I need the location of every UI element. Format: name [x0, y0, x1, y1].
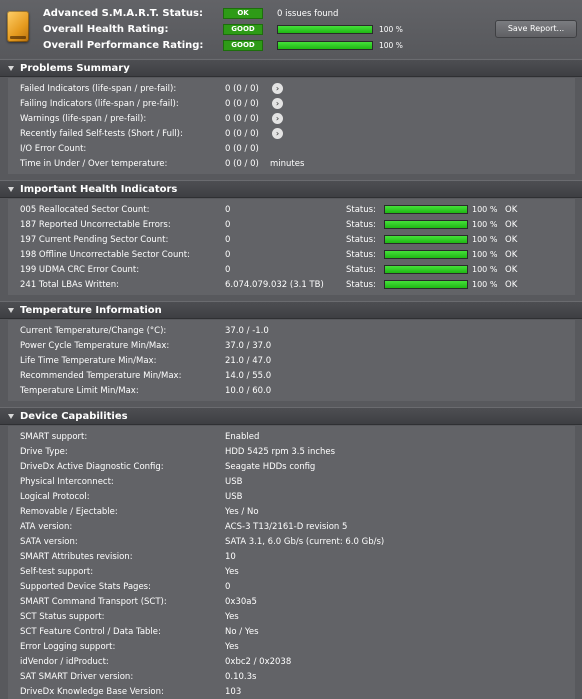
health-bar: [384, 235, 468, 244]
header-label: Overall Health Rating:: [43, 24, 169, 35]
arrow-right-icon[interactable]: ›: [272, 128, 283, 139]
row-value: 0 (0 / 0): [225, 83, 259, 94]
row-label: SCT Status support:: [20, 611, 105, 622]
row-value: HDD 5425 rpm 3.5 inches: [225, 446, 336, 457]
row-value: SATA 3.1, 6.0 Gb/s (current: 6.0 Gb/s): [225, 536, 385, 547]
device-row: [8, 549, 575, 564]
status-label: Status:: [346, 204, 376, 215]
disclosure-triangle-icon[interactable]: [8, 414, 14, 419]
row-label: Recommended Temperature Min/Max:: [20, 370, 182, 381]
status-label: Status:: [346, 249, 376, 260]
header-row: [43, 22, 403, 37]
problems-row: [8, 126, 575, 141]
row-label: Recently failed Self-tests (Short / Full):: [20, 128, 183, 139]
health-row: [8, 232, 575, 247]
status-label: Status:: [346, 219, 376, 230]
problems-row: [8, 81, 575, 96]
row-label: I/O Error Count:: [20, 143, 87, 154]
device-row: [8, 624, 575, 639]
status-badge: OK: [223, 8, 263, 19]
section-title: Temperature Information: [20, 304, 162, 316]
device-row: [8, 594, 575, 609]
health-status: OK: [505, 204, 518, 215]
device-capabilities-panel: [8, 426, 575, 699]
device-row: [8, 459, 575, 474]
row-value: 0.10.3s: [225, 671, 257, 682]
status-label: Status:: [346, 234, 376, 245]
health-bar-fill: [385, 251, 467, 258]
row-value: Enabled: [225, 431, 260, 442]
row-value: 0xbc2 / 0x2038: [225, 656, 292, 667]
row-label: SMART Command Transport (SCT):: [20, 596, 167, 607]
row-label: Error Logging support:: [20, 641, 116, 652]
health-indicators-header[interactable]: [0, 180, 582, 198]
health-percent: 100 %: [472, 250, 498, 259]
health-bar-fill: [385, 281, 467, 288]
health-bar-fill: [385, 266, 467, 273]
row-label: Logical Protocol:: [20, 491, 90, 502]
device-row: [8, 564, 575, 579]
device-row: [8, 474, 575, 489]
row-label: Physical Interconnect:: [20, 476, 114, 487]
temperature-header[interactable]: [0, 301, 582, 319]
health-indicators-panel: [8, 199, 575, 295]
row-value: 0: [225, 264, 231, 275]
health-bar-fill: [385, 206, 467, 213]
row-label: Current Temperature/Change (°C):: [20, 325, 167, 336]
problems-summary-panel: [8, 78, 575, 174]
device-row: [8, 609, 575, 624]
row-label: DriveDx Active Diagnostic Config:: [20, 461, 164, 472]
row-label: Temperature Limit Min/Max:: [20, 385, 139, 396]
row-value: Yes: [225, 641, 239, 652]
row-value: 10: [225, 551, 236, 562]
rating-bar: [277, 25, 373, 34]
device-row: [8, 534, 575, 549]
disclosure-triangle-icon[interactable]: [8, 187, 14, 192]
row-value: 0 (0 / 0): [225, 98, 259, 109]
row-label: 187 Reported Uncorrectable Errors:: [20, 219, 171, 230]
rating-percent: 100 %: [379, 25, 403, 34]
row-unit: minutes: [270, 158, 305, 169]
row-value: Yes: [225, 566, 239, 577]
temperature-row: [8, 353, 575, 368]
health-row: [8, 262, 575, 277]
row-label: 198 Offline Uncorrectable Sector Count:: [20, 249, 190, 260]
row-value: 6.074.079.032 (3.1 TB): [225, 279, 324, 290]
problems-summary-header[interactable]: [0, 59, 582, 77]
row-value: No / Yes: [225, 626, 259, 637]
row-value: USB: [225, 476, 243, 487]
status-badge: GOOD: [223, 40, 263, 51]
device-row: [8, 444, 575, 459]
health-percent: 100 %: [472, 205, 498, 214]
rating-bar: [277, 41, 373, 50]
row-label: SATA version:: [20, 536, 78, 547]
device-row: [8, 429, 575, 444]
row-value: 0: [225, 249, 231, 260]
health-bar-fill: [385, 221, 467, 228]
rating-bar-fill: [278, 26, 372, 33]
row-value: 0 (0 / 0): [225, 143, 259, 154]
issues-count: 0 issues found: [277, 8, 339, 19]
row-label: SMART support:: [20, 431, 88, 442]
section-title: Device Capabilities: [20, 410, 128, 422]
row-label: Power Cycle Temperature Min/Max:: [20, 340, 170, 351]
row-label: Life Time Temperature Min/Max:: [20, 355, 157, 366]
row-label: 199 UDMA CRC Error Count:: [20, 264, 140, 275]
arrow-right-icon[interactable]: ›: [272, 113, 283, 124]
rating-percent: 100 %: [379, 41, 403, 50]
row-label: Warnings (life-span / pre-fail):: [20, 113, 147, 124]
row-value: 0 (0 / 0): [225, 128, 259, 139]
status-label: Status:: [346, 279, 376, 290]
row-label: idVendor / idProduct:: [20, 656, 109, 667]
problems-row: [8, 141, 575, 156]
health-bar: [384, 220, 468, 229]
row-label: Supported Device Stats Pages:: [20, 581, 151, 592]
row-value: USB: [225, 491, 243, 502]
health-row: [8, 277, 575, 292]
health-bar: [384, 265, 468, 274]
header-label: Overall Performance Rating:: [43, 40, 204, 51]
health-status: OK: [505, 234, 518, 245]
row-value: Seagate HDDs config: [225, 461, 316, 472]
device-row: [8, 684, 575, 699]
row-value: 10.0 / 60.0: [225, 385, 272, 396]
row-value: 0 (0 / 0): [225, 158, 259, 169]
row-value: 103: [225, 686, 242, 697]
row-value: 0: [225, 234, 231, 245]
row-label: 241 Total LBAs Written:: [20, 279, 120, 290]
row-value: 14.0 / 55.0: [225, 370, 272, 381]
problems-row: [8, 96, 575, 111]
row-value: 37.0 / 37.0: [225, 340, 272, 351]
row-label: SMART Attributes revision:: [20, 551, 133, 562]
row-label: DriveDx Knowledge Base Version:: [20, 686, 164, 697]
row-value: 21.0 / 47.0: [225, 355, 272, 366]
device-row: [8, 519, 575, 534]
device-row: [8, 579, 575, 594]
row-label: Self-test support:: [20, 566, 94, 577]
header-row: [43, 6, 338, 21]
health-row: [8, 217, 575, 232]
health-percent: 100 %: [472, 280, 498, 289]
row-label: Drive Type:: [20, 446, 68, 457]
problems-row: [8, 111, 575, 126]
row-value: 0: [225, 219, 231, 230]
row-label: 197 Current Pending Sector Count:: [20, 234, 169, 245]
header-row: [43, 38, 403, 53]
row-label: 005 Reallocated Sector Count:: [20, 204, 150, 215]
rating-bar-fill: [278, 42, 372, 49]
health-bar: [384, 205, 468, 214]
health-row: [8, 247, 575, 262]
row-value: Yes: [225, 611, 239, 622]
drive-icon: [7, 11, 29, 42]
device-row: [8, 669, 575, 684]
row-value: 0x30a5: [225, 596, 257, 607]
device-capabilities-header[interactable]: [0, 407, 582, 425]
status-label: Status:: [346, 264, 376, 275]
device-row: [8, 489, 575, 504]
health-bar: [384, 280, 468, 289]
row-value: 37.0 / -1.0: [225, 325, 269, 336]
disclosure-triangle-icon[interactable]: [8, 308, 14, 313]
row-label: Removable / Ejectable:: [20, 506, 118, 517]
health-percent: 100 %: [472, 235, 498, 244]
row-value: 0: [225, 581, 231, 592]
arrow-right-icon[interactable]: ›: [272, 98, 283, 109]
device-row: [8, 654, 575, 669]
row-value: 0: [225, 204, 231, 215]
temperature-row: [8, 323, 575, 338]
row-value: Yes / No: [225, 506, 259, 517]
health-bar-fill: [385, 236, 467, 243]
health-bar: [384, 250, 468, 259]
temperature-row: [8, 383, 575, 398]
health-status: OK: [505, 219, 518, 230]
row-label: Failing Indicators (life-span / pre-fail):: [20, 98, 179, 109]
row-label: SAT SMART Driver version:: [20, 671, 134, 682]
row-value: ACS-3 T13/2161-D revision 5: [225, 521, 348, 532]
problems-row: [8, 156, 575, 171]
save-report-button[interactable]: Save Report...: [495, 20, 577, 38]
health-status: OK: [505, 249, 518, 260]
row-label: SCT Feature Control / Data Table:: [20, 626, 161, 637]
device-row: [8, 639, 575, 654]
device-row: [8, 504, 575, 519]
temperature-panel: [8, 320, 575, 401]
arrow-right-icon[interactable]: ›: [272, 83, 283, 94]
row-label: Failed Indicators (life-span / pre-fail):: [20, 83, 177, 94]
health-percent: 100 %: [472, 265, 498, 274]
health-row: [8, 202, 575, 217]
status-badge: GOOD: [223, 24, 263, 35]
section-title: Important Health Indicators: [20, 183, 178, 195]
temperature-row: [8, 338, 575, 353]
health-percent: 100 %: [472, 220, 498, 229]
status-header: [0, 0, 582, 58]
health-status: OK: [505, 264, 518, 275]
health-status: OK: [505, 279, 518, 290]
row-value: 0 (0 / 0): [225, 113, 259, 124]
section-title: Problems Summary: [20, 62, 130, 74]
temperature-row: [8, 368, 575, 383]
disclosure-triangle-icon[interactable]: [8, 66, 14, 71]
row-label: ATA version:: [20, 521, 73, 532]
header-label: Advanced S.M.A.R.T. Status:: [43, 8, 203, 19]
row-label: Time in Under / Over temperature:: [20, 158, 168, 169]
